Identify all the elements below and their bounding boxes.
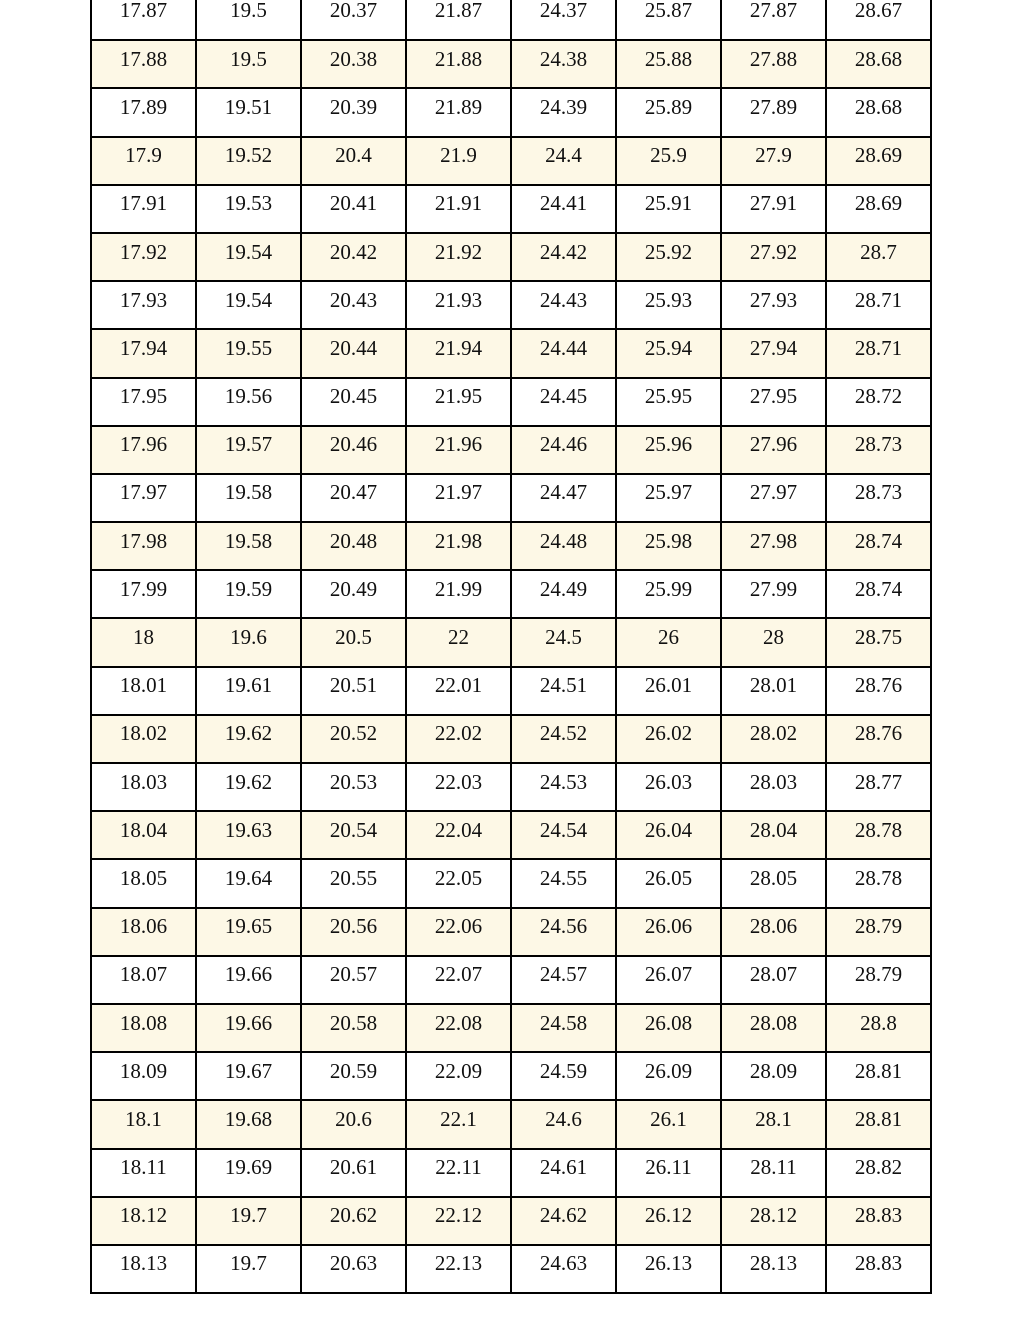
table-cell: 24.39: [511, 88, 616, 136]
table-cell: 25.95: [616, 378, 721, 426]
table-cell: 28.76: [826, 715, 931, 763]
table-cell: 25.96: [616, 426, 721, 474]
table-cell: 26.02: [616, 715, 721, 763]
table-cell: 28.08: [721, 1004, 826, 1052]
table-cell: 20.55: [301, 859, 406, 907]
table-cell: 19.58: [196, 474, 301, 522]
table-cell: 19.66: [196, 1004, 301, 1052]
table-cell: 21.92: [406, 233, 511, 281]
table-cell: 24.38: [511, 40, 616, 88]
table-cell: 19.56: [196, 378, 301, 426]
table-row: [91, 88, 931, 136]
table-cell: 25.87: [616, 0, 721, 40]
table-cell: 20.62: [301, 1197, 406, 1245]
table-cell: 22.13: [406, 1245, 511, 1293]
table-cell: 27.91: [721, 185, 826, 233]
table-cell: 21.95: [406, 378, 511, 426]
table-row: [91, 1149, 931, 1197]
table-cell: 17.93: [91, 281, 196, 329]
table-cell: 28.02: [721, 715, 826, 763]
table-row: [91, 378, 931, 426]
table-cell: 17.95: [91, 378, 196, 426]
table-row: [91, 1052, 931, 1100]
table-cell: 20.51: [301, 667, 406, 715]
table-cell: 25.91: [616, 185, 721, 233]
table-cell: 26.01: [616, 667, 721, 715]
table-cell: 18.07: [91, 956, 196, 1004]
table-cell: 25.93: [616, 281, 721, 329]
table-row: [91, 426, 931, 474]
table-cell: 19.51: [196, 88, 301, 136]
table-cell: 19.69: [196, 1149, 301, 1197]
table-cell: 24.41: [511, 185, 616, 233]
table-cell: 20.46: [301, 426, 406, 474]
table-cell: 22.01: [406, 667, 511, 715]
table-cell: 19.54: [196, 233, 301, 281]
table-row: [91, 667, 931, 715]
table-body: [91, 0, 931, 1293]
table-cell: 20.52: [301, 715, 406, 763]
table-cell: 25.97: [616, 474, 721, 522]
table-cell: 22.02: [406, 715, 511, 763]
table-cell: 28.73: [826, 474, 931, 522]
table-cell: 19.52: [196, 137, 301, 185]
table-cell: 25.92: [616, 233, 721, 281]
table-cell: 19.5: [196, 40, 301, 88]
table-cell: 26.12: [616, 1197, 721, 1245]
table-cell: 18.09: [91, 1052, 196, 1100]
table-cell: 18.03: [91, 763, 196, 811]
table-cell: 22: [406, 618, 511, 666]
table-cell: 18.13: [91, 1245, 196, 1293]
table-cell: 20.43: [301, 281, 406, 329]
table-cell: 22.1: [406, 1100, 511, 1148]
table-cell: 27.88: [721, 40, 826, 88]
table-row: [91, 715, 931, 763]
table-cell: 28.81: [826, 1052, 931, 1100]
table-cell: 24.48: [511, 522, 616, 570]
table-cell: 26: [616, 618, 721, 666]
table-cell: 28.07: [721, 956, 826, 1004]
table-cell: 25.89: [616, 88, 721, 136]
table-cell: 19.55: [196, 329, 301, 377]
table-cell: 19.57: [196, 426, 301, 474]
table-cell: 27.94: [721, 329, 826, 377]
table-cell: 26.08: [616, 1004, 721, 1052]
table-cell: 24.49: [511, 570, 616, 618]
table-cell: 21.88: [406, 40, 511, 88]
table-cell: 24.44: [511, 329, 616, 377]
table-cell: 20.61: [301, 1149, 406, 1197]
table-cell: 24.43: [511, 281, 616, 329]
table-cell: 18.1: [91, 1100, 196, 1148]
table-cell: 24.54: [511, 811, 616, 859]
table-cell: 27.97: [721, 474, 826, 522]
table-cell: 18: [91, 618, 196, 666]
table-cell: 17.89: [91, 88, 196, 136]
table-cell: 28.72: [826, 378, 931, 426]
table-cell: 17.97: [91, 474, 196, 522]
table-cell: 28.78: [826, 811, 931, 859]
table-cell: 28.76: [826, 667, 931, 715]
table-cell: 20.58: [301, 1004, 406, 1052]
table-cell: 18.12: [91, 1197, 196, 1245]
table-cell: 28.04: [721, 811, 826, 859]
table-cell: 28.77: [826, 763, 931, 811]
table-cell: 19.7: [196, 1197, 301, 1245]
table-cell: 17.91: [91, 185, 196, 233]
table-cell: 19.6: [196, 618, 301, 666]
table-cell: 27.99: [721, 570, 826, 618]
table-row: [91, 763, 931, 811]
table-cell: 28.67: [826, 0, 931, 40]
table-cell: 28.68: [826, 40, 931, 88]
table-cell: 28.71: [826, 329, 931, 377]
table-cell: 25.88: [616, 40, 721, 88]
table-cell: 19.59: [196, 570, 301, 618]
table-cell: 19.68: [196, 1100, 301, 1148]
table-cell: 17.96: [91, 426, 196, 474]
table-cell: 27.96: [721, 426, 826, 474]
table-cell: 24.45: [511, 378, 616, 426]
table-cell: 19.7: [196, 1245, 301, 1293]
table-cell: 27.9: [721, 137, 826, 185]
table-cell: 20.6: [301, 1100, 406, 1148]
table-cell: 17.99: [91, 570, 196, 618]
table-cell: 19.62: [196, 715, 301, 763]
table-cell: 19.63: [196, 811, 301, 859]
table-cell: 27.93: [721, 281, 826, 329]
table-cell: 18.04: [91, 811, 196, 859]
table-cell: 20.53: [301, 763, 406, 811]
table-cell: 22.05: [406, 859, 511, 907]
table-cell: 18.02: [91, 715, 196, 763]
table-cell: 28.7: [826, 233, 931, 281]
table-row: [91, 1100, 931, 1148]
table-cell: 21.93: [406, 281, 511, 329]
table-cell: 28: [721, 618, 826, 666]
table-cell: 24.57: [511, 956, 616, 1004]
table-cell: 28.83: [826, 1245, 931, 1293]
table-cell: 22.11: [406, 1149, 511, 1197]
table-row: [91, 811, 931, 859]
table-cell: 28.1: [721, 1100, 826, 1148]
table-cell: 20.38: [301, 40, 406, 88]
table-cell: 27.92: [721, 233, 826, 281]
table-row: [91, 618, 931, 666]
table-cell: 28.11: [721, 1149, 826, 1197]
table-cell: 21.91: [406, 185, 511, 233]
table-cell: 28.69: [826, 185, 931, 233]
table-cell: 27.89: [721, 88, 826, 136]
table-cell: 24.46: [511, 426, 616, 474]
table-cell: 24.52: [511, 715, 616, 763]
table-cell: 28.74: [826, 570, 931, 618]
table-cell: 22.06: [406, 908, 511, 956]
table-cell: 27.98: [721, 522, 826, 570]
table-row: [91, 1197, 931, 1245]
table-cell: 26.07: [616, 956, 721, 1004]
table-cell: 28.78: [826, 859, 931, 907]
table-cell: 20.4: [301, 137, 406, 185]
table-cell: 28.83: [826, 1197, 931, 1245]
table-cell: 28.09: [721, 1052, 826, 1100]
table-cell: 27.95: [721, 378, 826, 426]
table-cell: 19.64: [196, 859, 301, 907]
table-cell: 19.54: [196, 281, 301, 329]
table-cell: 18.11: [91, 1149, 196, 1197]
table-cell: 20.44: [301, 329, 406, 377]
table-cell: 28.82: [826, 1149, 931, 1197]
table-cell: 19.61: [196, 667, 301, 715]
table-cell: 24.63: [511, 1245, 616, 1293]
table-cell: 24.62: [511, 1197, 616, 1245]
table-row: [91, 956, 931, 1004]
table-cell: 25.94: [616, 329, 721, 377]
table-row: [91, 137, 931, 185]
table-cell: 21.87: [406, 0, 511, 40]
table-cell: 18.05: [91, 859, 196, 907]
table-cell: 18.01: [91, 667, 196, 715]
table-cell: 28.01: [721, 667, 826, 715]
table-cell: 28.74: [826, 522, 931, 570]
table-cell: 26.1: [616, 1100, 721, 1148]
table-cell: 28.68: [826, 88, 931, 136]
table-cell: 21.9: [406, 137, 511, 185]
table-cell: 26.06: [616, 908, 721, 956]
table-cell: 25.98: [616, 522, 721, 570]
table-row: [91, 0, 931, 40]
table-cell: 28.05: [721, 859, 826, 907]
table-cell: 26.09: [616, 1052, 721, 1100]
table-cell: 28.81: [826, 1100, 931, 1148]
table-cell: 22.09: [406, 1052, 511, 1100]
table-row: [91, 474, 931, 522]
table-cell: 17.9: [91, 137, 196, 185]
table-cell: 24.4: [511, 137, 616, 185]
table-row: [91, 281, 931, 329]
table-cell: 17.88: [91, 40, 196, 88]
table-cell: 19.66: [196, 956, 301, 1004]
table-cell: 22.07: [406, 956, 511, 1004]
table-cell: 21.98: [406, 522, 511, 570]
table-cell: 26.11: [616, 1149, 721, 1197]
table-cell: 19.67: [196, 1052, 301, 1100]
table-cell: 22.04: [406, 811, 511, 859]
table-cell: 17.87: [91, 0, 196, 40]
table-cell: 26.05: [616, 859, 721, 907]
table-cell: 27.87: [721, 0, 826, 40]
table-cell: 19.65: [196, 908, 301, 956]
table-cell: 20.56: [301, 908, 406, 956]
table-cell: 25.9: [616, 137, 721, 185]
table-cell: 26.03: [616, 763, 721, 811]
table-cell: 28.03: [721, 763, 826, 811]
table-cell: 24.42: [511, 233, 616, 281]
table-row: [91, 1004, 931, 1052]
table-cell: 17.94: [91, 329, 196, 377]
table-cell: 26.13: [616, 1245, 721, 1293]
table-cell: 24.55: [511, 859, 616, 907]
table-cell: 24.58: [511, 1004, 616, 1052]
table-cell: 17.98: [91, 522, 196, 570]
data-table: [90, 0, 932, 1294]
table-cell: 20.41: [301, 185, 406, 233]
table-cell: 28.79: [826, 956, 931, 1004]
table-cell: 20.42: [301, 233, 406, 281]
table-cell: 21.99: [406, 570, 511, 618]
table-cell: 21.97: [406, 474, 511, 522]
table-cell: 24.56: [511, 908, 616, 956]
table-cell: 19.5: [196, 0, 301, 40]
table-row: [91, 40, 931, 88]
table-cell: 25.99: [616, 570, 721, 618]
table-cell: 22.12: [406, 1197, 511, 1245]
table-cell: 20.59: [301, 1052, 406, 1100]
table-cell: 24.5: [511, 618, 616, 666]
table-row: [91, 233, 931, 281]
table-cell: 21.96: [406, 426, 511, 474]
table-cell: 19.62: [196, 763, 301, 811]
table-cell: 20.49: [301, 570, 406, 618]
table-row: [91, 1245, 931, 1293]
table-cell: 20.48: [301, 522, 406, 570]
table-cell: 28.73: [826, 426, 931, 474]
table-cell: 28.12: [721, 1197, 826, 1245]
table-row: [91, 859, 931, 907]
table-cell: 18.08: [91, 1004, 196, 1052]
table-row: [91, 908, 931, 956]
table-row: [91, 570, 931, 618]
table-cell: 28.69: [826, 137, 931, 185]
table-cell: 26.04: [616, 811, 721, 859]
table-cell: 19.58: [196, 522, 301, 570]
table-cell: 20.39: [301, 88, 406, 136]
table-cell: 28.75: [826, 618, 931, 666]
table-cell: 21.89: [406, 88, 511, 136]
table-cell: 20.63: [301, 1245, 406, 1293]
table-cell: 28.79: [826, 908, 931, 956]
table-cell: 20.45: [301, 378, 406, 426]
table-cell: 24.37: [511, 0, 616, 40]
table-cell: 24.53: [511, 763, 616, 811]
table-cell: 18.06: [91, 908, 196, 956]
table-cell: 24.6: [511, 1100, 616, 1148]
table-cell: 21.94: [406, 329, 511, 377]
table-cell: 28.8: [826, 1004, 931, 1052]
table-cell: 24.47: [511, 474, 616, 522]
table-cell: 17.92: [91, 233, 196, 281]
table-cell: 20.37: [301, 0, 406, 40]
table-cell: 22.03: [406, 763, 511, 811]
table-cell: 28.06: [721, 908, 826, 956]
table-cell: 28.13: [721, 1245, 826, 1293]
table-cell: 22.08: [406, 1004, 511, 1052]
table-cell: 24.51: [511, 667, 616, 715]
table-row: [91, 329, 931, 377]
table-cell: 28.71: [826, 281, 931, 329]
table-cell: 20.5: [301, 618, 406, 666]
table-cell: 19.53: [196, 185, 301, 233]
table-cell: 20.57: [301, 956, 406, 1004]
table-cell: 24.61: [511, 1149, 616, 1197]
table-cell: 20.47: [301, 474, 406, 522]
table-cell: 24.59: [511, 1052, 616, 1100]
table-row: [91, 522, 931, 570]
table-row: [91, 185, 931, 233]
table-cell: 20.54: [301, 811, 406, 859]
